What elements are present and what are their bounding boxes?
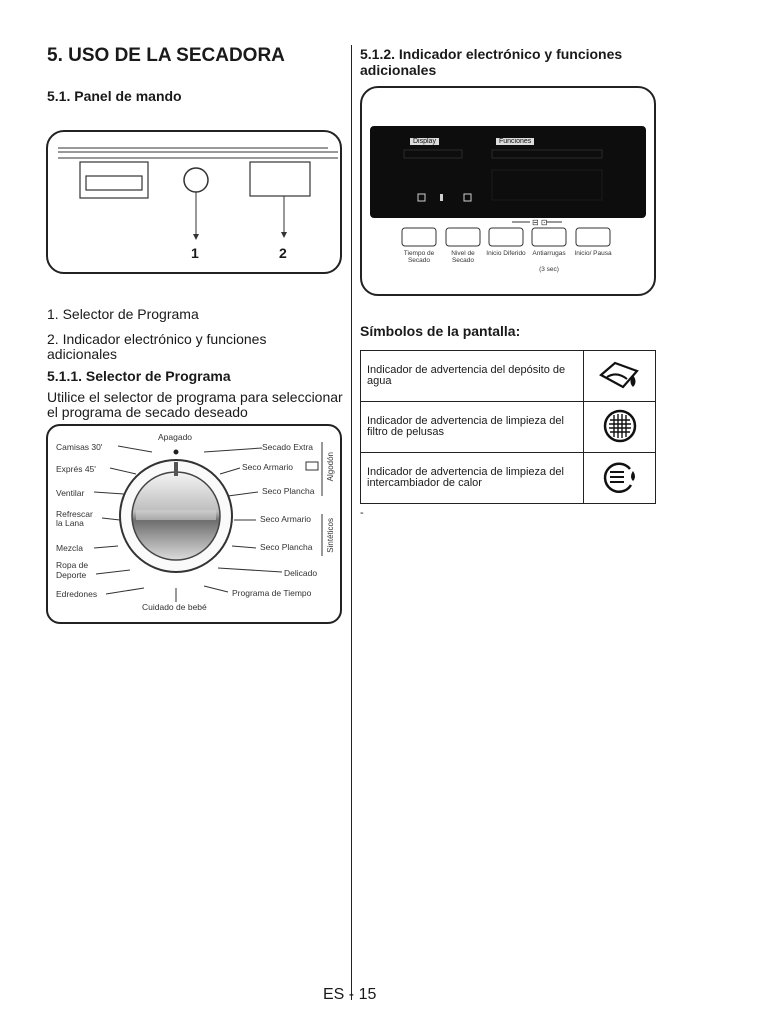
functions-tab: Funciones [496,138,534,145]
symbol-text-heat-exchanger: Indicador de advertencia de limpieza del intercambiador de calor [361,453,584,504]
button-label-start-pause: Inicio/ Pausa [574,250,612,257]
dial-bottom: Cuidado de bebé [142,602,207,612]
subsection-title: 5.1. Panel de mando [47,88,182,104]
group-synthetic-label: Sintéticos [326,518,335,553]
selector-description: Utilice el selector de programa para seleccionar el programa de secado deseado [47,389,343,420]
selector-title: 5.1.1. Selector de Programa [47,368,231,384]
dial-left-2: Exprés 45' [56,464,96,474]
electronic-indicator-figure [360,86,656,296]
dial-left-6: Ropa de Deporte [56,560,89,580]
group-cotton-label: Algodón [326,452,335,482]
program-dial-figure [46,424,342,624]
callout-1: 1 [191,245,199,261]
symbols-title-row: Símbolos de la pantalla: [360,323,521,339]
symbol-text-lint-filter: Indicador de advertencia de limpieza del filtro de pelusas [361,402,584,453]
symbol-row [361,351,656,402]
column-divider [351,45,352,1000]
dial-right-6: Delicado [284,568,318,578]
dial-right-5: Seco Plancha [260,542,313,552]
dial-right-7: Programa de Tiempo [232,588,312,598]
button-label-anticrease-sub: (3 sec) [539,266,559,273]
symbols-table [360,350,656,504]
lint-filter-icon [602,408,638,444]
button-label-anticrease: Antiarrugas [532,250,566,257]
indicator-title: 5.1.2. Indicador electrónico y funciones adicionales [360,46,623,78]
water-tank-icon [597,357,643,393]
dial-left-5: Mezcla [56,543,83,553]
button-label-drying-time: Tiempo de Secado [403,250,435,264]
svg-text:⊟ ⊡: ⊟ ⊡ [532,218,548,227]
control-panel-figure [46,130,342,274]
dial-label-top: Apagado [158,432,193,442]
dial-right-3: Seco Plancha [262,486,315,496]
dial-right-1: Secado Extra [262,442,314,452]
dial-right-2: Seco Armario [242,462,294,472]
callout-2: 2 [279,245,287,261]
section-title: 5. USO DE LA SECADORA [47,45,285,66]
heat-exchanger-icon [600,459,640,495]
table-note: - [360,507,364,519]
symbol-row [361,453,656,504]
symbols-title: Símbolos de la pantalla [360,323,516,339]
symbol-text-water-tank: Indicador de advertencia del depósito de agua [361,351,584,402]
item-indicator: 2. Indicador electrónico y funciones adicionales [47,331,267,362]
item-selector: 1. Selector de Programa [47,306,199,322]
dial-left-3: Ventilar [56,488,85,498]
page-number: ES - 15 [323,986,377,1003]
dial-left-4: Refrescar la Lana [56,509,93,528]
display-tab: Display [410,138,439,145]
dial-left-1: Camisas 30' [56,442,103,452]
symbol-row [361,402,656,453]
dial-left-7: Edredones [56,589,98,599]
button-label-delay-start: Inicio Diferido [486,250,526,257]
dial-right-4: Seco Armario [260,514,312,524]
button-label-drying-level: Nivel de Secado [451,250,475,264]
